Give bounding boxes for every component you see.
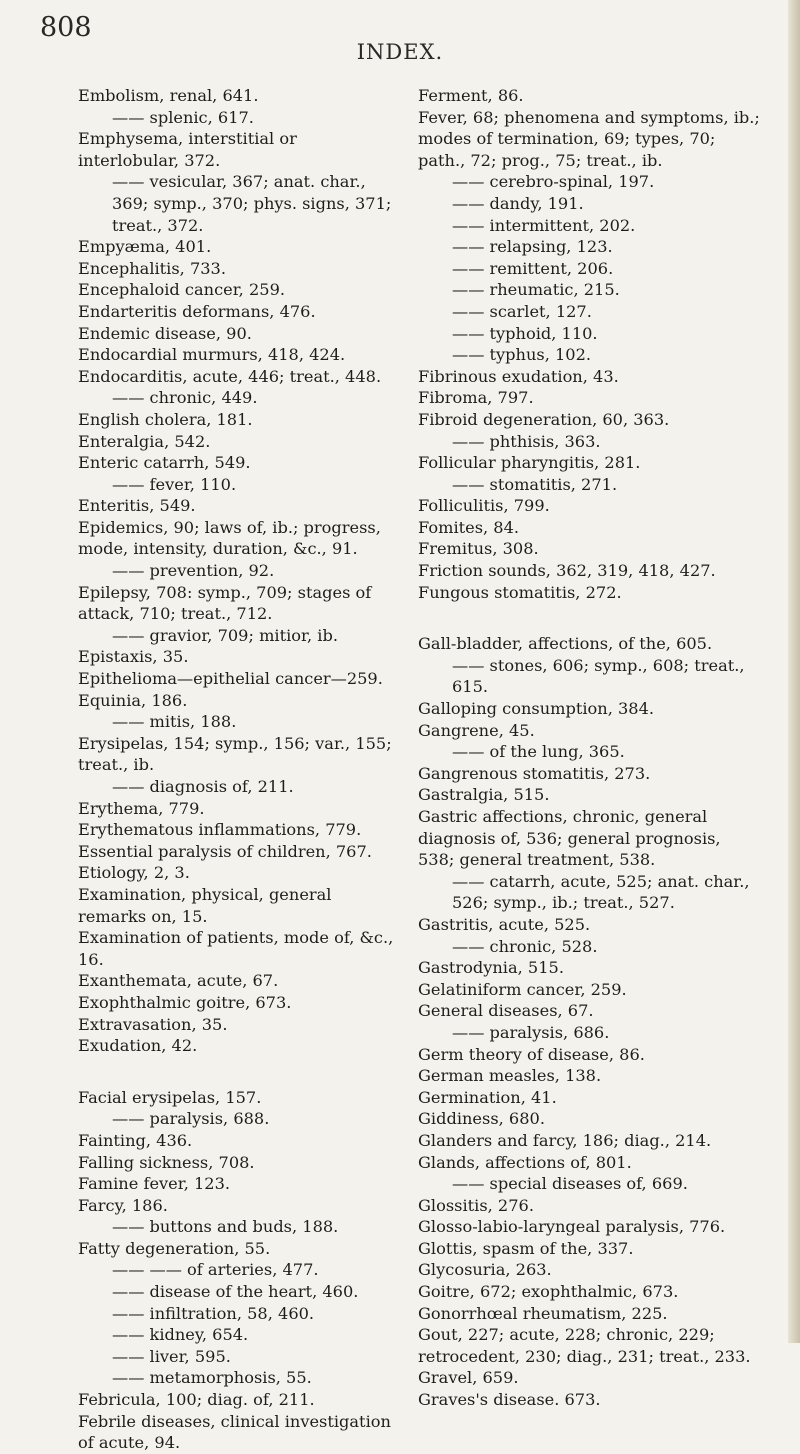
index-entry: —— special diseases of, 669. [452, 1174, 688, 1194]
index-entry: Fever, 68; phenomena and symptoms, ib.; modes of termination, 69; types, 70; path., 72; prog., 75; treat., ib. [418, 107, 760, 170]
index-entry: Epilepsy, 708: symp., 709; stages of attack, 710; treat., 712. [78, 582, 372, 624]
index-entry: Exophthalmic goitre, 673. [78, 992, 292, 1012]
index-entry: Famine fever, 123. [78, 1174, 231, 1194]
index-entry: Graves's disease. 673. [418, 1390, 601, 1410]
index-entry: Gastritis, acute, 525. [418, 914, 591, 934]
index-entry: —— stomatitis, 271. [452, 474, 618, 494]
index-entry: Gastralgia, 515. [418, 785, 550, 805]
index-entry: Endemic disease, 90. [78, 323, 252, 343]
index-entry: —— paralysis, 688. [112, 1109, 270, 1129]
index-entry: Follicular pharyngitis, 281. [418, 453, 641, 473]
index-entry: Fibrinous exudation, 43. [418, 366, 619, 386]
index-entry: —— of the lung, 365. [452, 742, 625, 762]
index-entry: Fungous stomatitis, 272. [418, 582, 622, 602]
index-entry: —— scarlet, 127. [452, 301, 592, 321]
index-entry: Erythematous inflammations, 779. [78, 820, 362, 840]
index-entry: Glands, affections of, 801. [418, 1152, 632, 1172]
index-entry: Fainting, 436. [78, 1130, 193, 1150]
index-entry: Glosso-labio-laryngeal paralysis, 776. [418, 1217, 726, 1237]
index-entry: —— chronic, 449. [112, 388, 258, 408]
index-entry: Germ theory of disease, 86. [418, 1044, 645, 1064]
index-entry: Exanthemata, acute, 67. [78, 971, 279, 991]
index-entry: —— kidney, 654. [112, 1325, 249, 1345]
index-entry: —— paralysis, 686. [452, 1022, 610, 1042]
index-entry: —— cerebro-spinal, 197. [452, 172, 655, 192]
index-entry: —— typhus, 102. [452, 345, 592, 365]
index-entry: —— rheumatic, 215. [452, 280, 620, 300]
section-gap [418, 603, 762, 633]
index-entry: Germination, 41. [418, 1087, 557, 1107]
index-entry: —— intermittent, 202. [452, 215, 636, 235]
index-entry: Febrile diseases, clinical investigation of acute, 94. [78, 1411, 391, 1453]
index-entry: Glottis, spasm of the, 337. [418, 1238, 634, 1258]
index-entry: Erysipelas, 154; symp., 156; var., 155; treat., ib. [78, 733, 392, 775]
index-entry: Fremitus, 308. [418, 539, 539, 559]
index-entry: —— typhoid, 110. [452, 323, 598, 343]
index-entry: Gall-bladder, affections, of the, 605. [418, 634, 713, 654]
index-entry: Enteric catarrh, 549. [78, 453, 251, 473]
index-entry: Fibroma, 797. [418, 388, 534, 408]
index-entry: Endarteritis deformans, 476. [78, 301, 316, 321]
index-entry: Gonorrhœal rheumatism, 225. [418, 1303, 668, 1323]
index-entry: —— buttons and buds, 188. [112, 1217, 339, 1237]
index-entry: Glycosuria, 263. [418, 1260, 552, 1280]
index-entry: Erythema, 779. [78, 798, 205, 818]
index-entry: Embolism, renal, 641. [78, 86, 259, 105]
index-entry: Gelatiniform cancer, 259. [418, 979, 627, 999]
index-entry: Examination of patients, mode of, &c., 16. [78, 928, 394, 969]
index-entry: Empyæma, 401. [78, 237, 212, 257]
index-entry: Febricula, 100; diag. of, 211. [78, 1390, 315, 1410]
index-entry: —— gravior, 709; mitior, ib. [112, 625, 338, 645]
index-entry: Gravel, 659. [418, 1368, 519, 1388]
index-entry: Farcy, 186. [78, 1195, 168, 1215]
page-number: 808 [40, 12, 92, 43]
index-entry: Friction sounds, 362, 319, 418, 427. [418, 561, 716, 581]
index-entry: —— stones, 606; symp., 608; treat., 615. [452, 655, 745, 697]
index-entry: —— relapsing, 123. [452, 237, 613, 257]
index-entry: Glanders and farcy, 186; diag., 214. [418, 1130, 712, 1150]
index-entry: Ferment, 86. [418, 86, 524, 105]
index-entry: Gangrene, 45. [418, 720, 535, 740]
index-entry: —— phthisis, 363. [452, 431, 601, 451]
index-entry: Facial erysipelas, 157. [78, 1087, 262, 1107]
page-edge [788, 0, 800, 1343]
index-entry: Endocarditis, acute, 446; treat., 448. [78, 366, 382, 386]
index-entry: —— catarrh, acute, 525; anat. char., 526; symp., ib.; treat., 527. [452, 871, 750, 913]
index-entry: Endocardial murmurs, 418, 424. [78, 345, 346, 365]
index-entry: Equinia, 186. [78, 690, 188, 710]
index-entry: Galloping consumption, 384. [418, 699, 655, 719]
index-entry: Gastric affections, chronic, general diagnosis of, 536; general prognosis, 538; general treatment, 538. [418, 807, 721, 870]
index-entry: Etiology, 2, 3. [78, 863, 190, 883]
index-entry: Glossitis, 276. [418, 1195, 534, 1215]
index-entry: Epithelioma—epithelial cancer—259. [78, 669, 383, 689]
index-entry: Fibroid degeneration, 60, 363. [418, 409, 670, 429]
running-head: INDEX. [356, 40, 444, 64]
index-entry: —— disease of the heart, 460. [112, 1282, 359, 1302]
index-entry: —— splenic, 617. [112, 107, 254, 127]
index-entry: Encephaloid cancer, 259. [78, 280, 286, 300]
index-entry: —— prevention, 92. [112, 561, 275, 581]
index-entry: Extravasation, 35. [78, 1014, 228, 1034]
index-column-right [418, 85, 762, 1411]
index-entry: —— infiltration, 58, 460. [112, 1303, 315, 1323]
index-entry: —— fever, 110. [112, 474, 237, 494]
index-entry: Fatty degeneration, 55. [78, 1238, 271, 1258]
index-entry: General diseases, 67. [418, 1001, 594, 1021]
index-entry: —— mitis, 188. [112, 712, 237, 732]
index-entry: English cholera, 181. [78, 409, 253, 429]
index-entry: —— diagnosis of, 211. [112, 777, 294, 796]
index-entry: Exudation, 42. [78, 1036, 198, 1056]
index-entry: Gastrodynia, 515. [418, 958, 564, 978]
index-entry: Epistaxis, 35. [78, 647, 189, 667]
index-entry: German measles, 138. [418, 1066, 602, 1086]
index-entry: —— dandy, 191. [452, 193, 584, 213]
index-entry: Encephalitis, 733. [78, 258, 227, 278]
index-entry: Enteralgia, 542. [78, 431, 211, 451]
index-entry: Folliculitis, 799. [418, 496, 550, 516]
index-entry: —— liver, 595. [112, 1346, 231, 1366]
index-entry: Gangrenous stomatitis, 273. [418, 763, 651, 783]
index-entry: —— vesicular, 367; anat. char., 369; symp., 370; phys. signs, 371; treat., 372. [112, 172, 392, 235]
index-entry: —— metamorphosis, 55. [112, 1368, 312, 1388]
index-entry: —— chronic, 528. [452, 936, 598, 956]
section-gap [78, 1057, 400, 1087]
index-entry: Falling sickness, 708. [78, 1152, 255, 1172]
index-entry: Epidemics, 90; laws of, ib.; progress, mode, intensity, duration, &c., 91. [78, 517, 381, 559]
index-entry: Gout, 227; acute, 228; chronic, 229; retrocedent, 230; diag., 231; treat., 233. [418, 1325, 751, 1366]
index-entry: Goitre, 672; exophthalmic, 673. [418, 1282, 679, 1302]
index-entry: Giddiness, 680. [418, 1109, 545, 1129]
index-entry: Enteritis, 549. [78, 496, 196, 516]
index-entry: Examination, physical, general remarks on, 15. [78, 884, 332, 926]
index-column-left [78, 85, 400, 1454]
index-entry: Emphysema, interstitial or interlobular, 372. [78, 129, 297, 170]
index-entry: Fomites, 84. [418, 517, 520, 537]
index-entry: Essential paralysis of children, 767. [78, 841, 372, 861]
index-entry: —— —— of arteries, 477. [112, 1260, 319, 1280]
index-entry: —— remittent, 206. [452, 258, 614, 278]
